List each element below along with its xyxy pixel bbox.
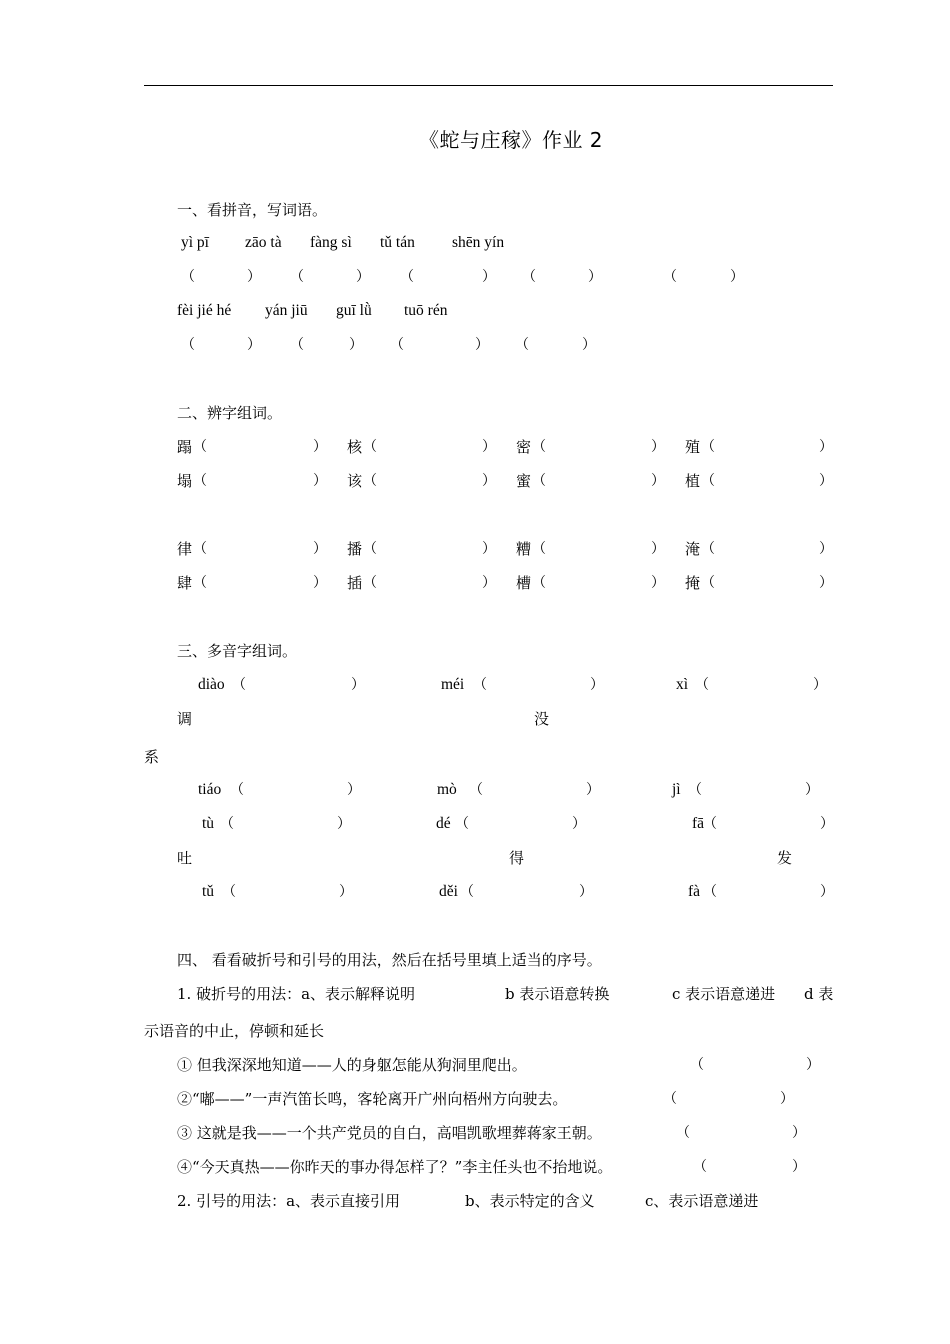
pinyin: děi [439,883,458,900]
answer-open: （ [690,1057,704,1073]
answer-close: ） [651,473,665,489]
pinyin: tiáo [198,781,222,798]
answer-open: （ [193,473,207,489]
pinyin: zāo tà [245,234,282,251]
char: 植 [685,472,701,490]
q2-intro: 2. 引号的用法：a、表示直接引用 [177,1192,401,1210]
pinyin: mò [437,781,457,798]
section-3-heading: 三、多音字组词。 [177,642,298,660]
polyphone-char: 吐 [177,849,193,867]
char: 殖 [685,438,701,456]
pinyin: guī lǜ [336,302,372,319]
answer-open: （ [220,816,234,832]
section-4-heading: 四、 看看破折号和引号的用法，然后在括号里填上适当的序号。 [177,951,602,969]
answer-open: （ [363,439,377,455]
answer-close: ） [588,269,602,285]
answer-close: ） [482,575,496,591]
answer-open: （ [455,816,469,832]
answer-close: ） [813,677,827,693]
answer-open: （ [703,884,717,900]
char: 糟 [516,540,532,558]
answer-open: （ [193,575,207,591]
polyphone-char: 没 [534,710,550,728]
answer-close: ） [780,1091,794,1107]
char: 该 [347,472,363,490]
header-rule [144,85,833,86]
pinyin: yì pī [181,234,209,251]
answer-close: ） [819,541,833,557]
q1-item: ④“今天真热——你昨天的事办得怎样了？”李主任头也不抬地说。 [177,1158,613,1176]
answer-close: ） [819,575,833,591]
char: 蜜 [516,472,532,490]
pinyin: fàng sì [310,234,352,251]
answer-open: （ [701,439,715,455]
answer-close: ） [475,337,489,353]
answer-open: （ [701,473,715,489]
answer-close: ） [339,884,353,900]
answer-open: （ [703,816,717,832]
answer-close: ） [806,1057,820,1073]
answer-open: （ [469,782,483,798]
answer-close: ） [356,269,370,285]
pinyin: méi [441,676,465,693]
answer-close: ） [792,1159,806,1175]
q1-item: ②“嘟——”一声汽笛长鸣，客轮离开广州向梧州方向驶去。 [177,1090,568,1108]
answer-open: （ [532,473,546,489]
answer-open: （ [181,337,195,353]
answer-open: （ [363,473,377,489]
answer-open: （ [693,1159,707,1175]
pinyin: xì [676,676,689,693]
page-title: 《蛇与庄稼》作业 2 [418,128,604,152]
pinyin: tǔ tán [380,234,415,251]
answer-open: （ [701,541,715,557]
pinyin: jì [672,781,681,798]
answer-open: （ [400,269,414,285]
answer-open: （ [363,541,377,557]
answer-close: ） [313,575,327,591]
q1-option-c: c 表示语意递进 [672,985,776,1003]
char: 淹 [685,540,701,558]
q2-option-c: c、表示语意递进 [645,1192,759,1210]
q2-option-b: b、表示特定的含义 [465,1192,595,1210]
q1-item: ③ 这就是我——一个共产党员的自白，高唱凯歌埋葬蒋家王朝。 [177,1124,602,1142]
answer-open: （ [290,337,304,353]
answer-close: ） [351,677,365,693]
char: 密 [516,438,532,456]
answer-open: （ [663,1091,677,1107]
pinyin: fā [692,815,705,832]
answer-close: ） [730,269,744,285]
pinyin: shēn yín [452,234,505,251]
char: 播 [347,540,363,558]
pinyin: dé [436,815,451,832]
polyphone-char: 发 [777,849,793,867]
answer-close: ） [313,541,327,557]
char: 插 [347,574,363,592]
q1-item: ① 但我深深地知道——人的身躯怎能从狗洞里爬出。 [177,1056,527,1074]
answer-open: （ [460,884,474,900]
char: 蹋 [177,438,193,456]
answer-close: ） [819,439,833,455]
answer-close: ） [482,473,496,489]
answer-close: ） [651,541,665,557]
answer-close: ） [482,269,496,285]
answer-open: （ [230,782,244,798]
answer-close: ） [805,782,819,798]
answer-close: ） [247,269,261,285]
answer-open: （ [390,337,404,353]
char: 塌 [177,472,193,490]
answer-open: （ [676,1125,690,1141]
char: 掩 [685,574,701,592]
answer-open: （ [232,677,246,693]
answer-close: ） [572,816,586,832]
answer-open: （ [515,337,529,353]
char: 核 [347,438,363,456]
section-1-heading: 一、看拼音，写词语。 [177,201,328,219]
answer-open: （ [193,541,207,557]
answer-close: ） [651,439,665,455]
polyphone-char: 调 [177,710,193,728]
answer-open: （ [532,575,546,591]
answer-close: ） [792,1125,806,1141]
pinyin: tuō rén [404,302,448,319]
q1-option-d: d 表 [804,985,834,1003]
answer-close: ） [482,439,496,455]
answer-open: （ [688,782,702,798]
pinyin: diào [198,676,225,693]
pinyin: tù [202,815,215,832]
answer-open: （ [701,575,715,591]
section-2-heading: 二、辨字组词。 [177,404,283,422]
answer-open: （ [181,269,195,285]
answer-close: ） [586,782,600,798]
answer-open: （ [473,677,487,693]
answer-open: （ [695,677,709,693]
answer-open: （ [222,884,236,900]
answer-close: ） [313,439,327,455]
answer-close: ） [482,541,496,557]
answer-open: （ [532,541,546,557]
polyphone-char: 得 [509,849,525,867]
answer-close: ） [582,337,596,353]
answer-close: ） [347,782,361,798]
answer-close: ） [349,337,363,353]
answer-open: （ [363,575,377,591]
answer-close: ） [247,337,261,353]
answer-close: ） [819,473,833,489]
answer-open: （ [532,439,546,455]
pinyin: yán jiū [265,302,308,319]
q1-intro: 1. 破折号的用法：a、表示解释说明 [177,985,416,1003]
char: 律 [177,540,193,558]
answer-open: （ [290,269,304,285]
char: 槽 [516,574,532,592]
polyphone-char: 系 [144,748,160,766]
answer-close: ） [820,816,834,832]
pinyin: tǔ [202,883,215,900]
answer-close: ） [820,884,834,900]
answer-close: ） [313,473,327,489]
answer-open: （ [663,269,677,285]
q1-option-d-cont: 示语音的中止，停顿和延长 [144,1022,325,1040]
char: 肆 [177,574,193,592]
answer-close: ） [590,677,604,693]
answer-close: ） [651,575,665,591]
answer-open: （ [193,439,207,455]
q1-option-b: b 表示语意转换 [505,985,610,1003]
pinyin: fèi jié hé [177,302,232,319]
answer-open: （ [522,269,536,285]
answer-close: ） [579,884,593,900]
pinyin: fà [688,883,701,900]
answer-close: ） [337,816,351,832]
